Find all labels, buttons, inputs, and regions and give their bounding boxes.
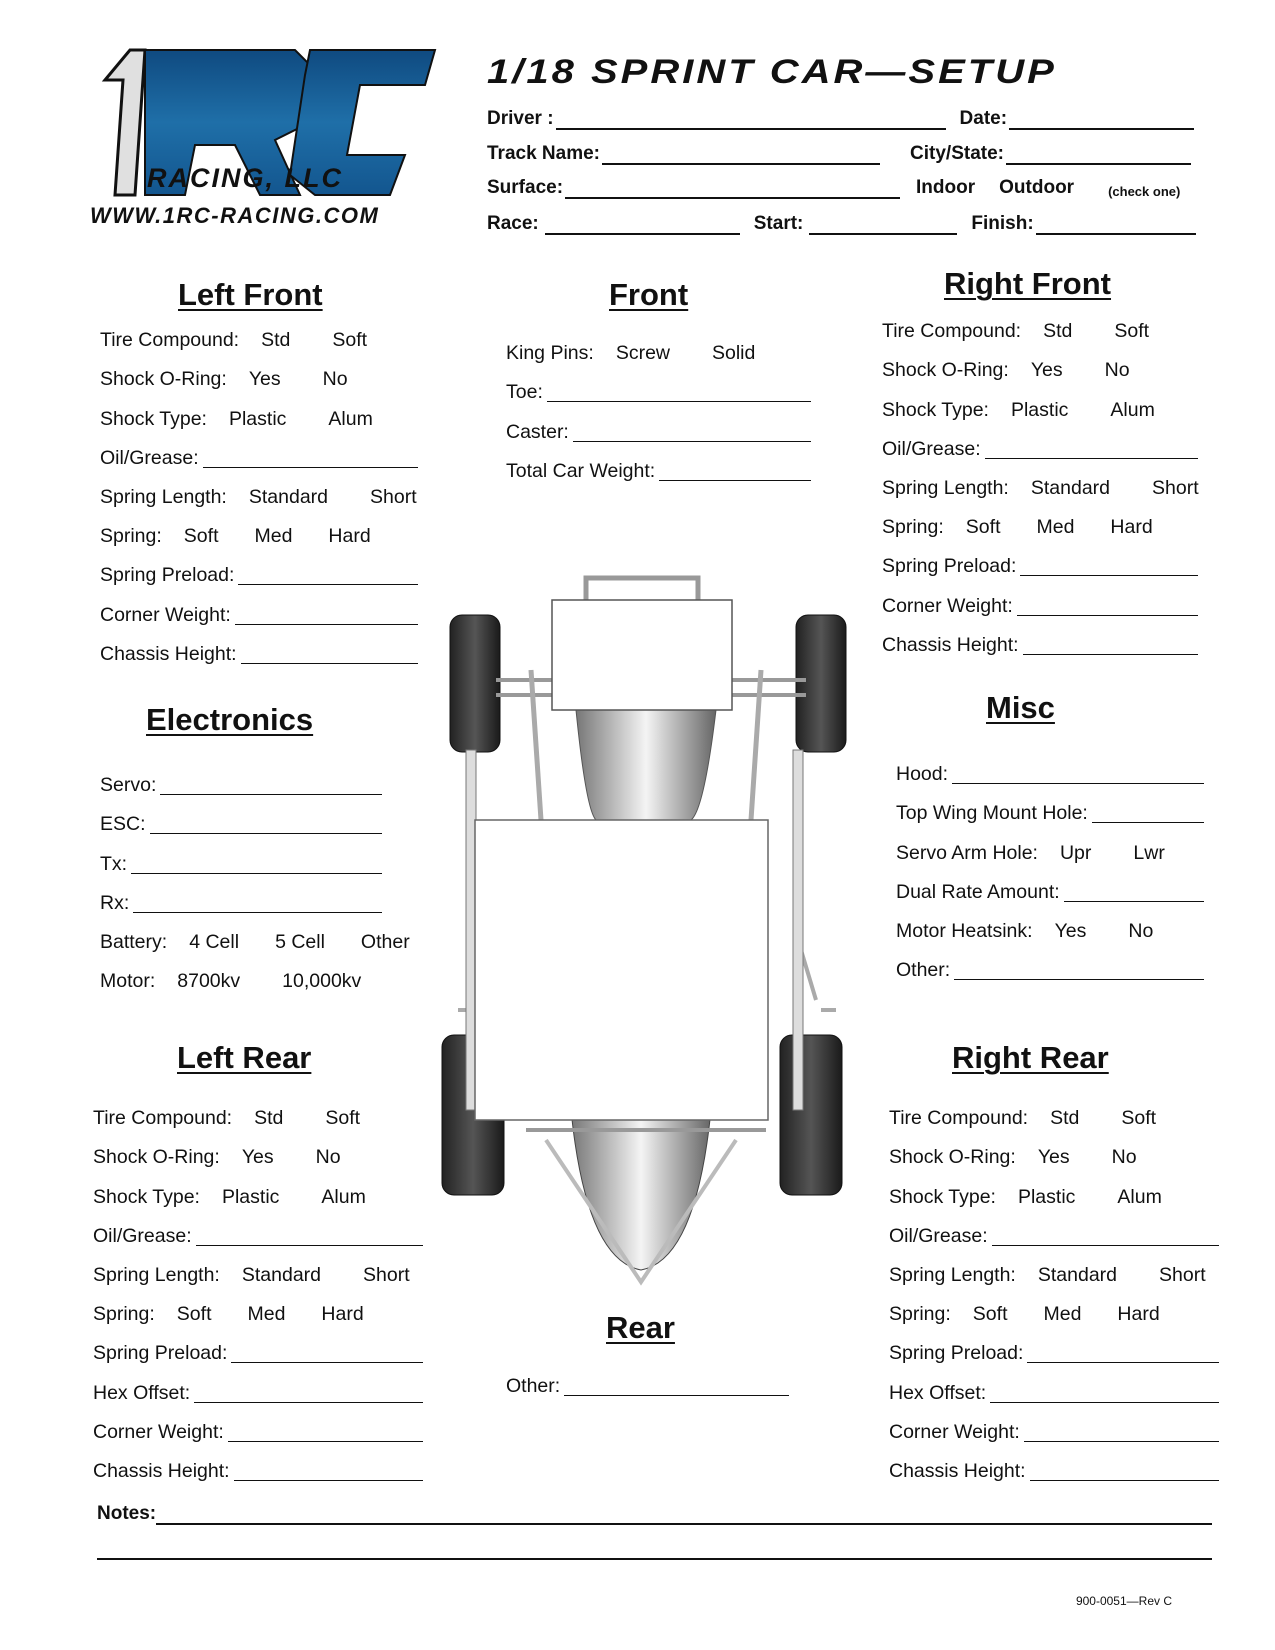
logo-website: WWW.1RC-RACING.COM <box>90 203 380 228</box>
field-label: Spring Preload: <box>882 555 1017 578</box>
field-label: Shock Type: <box>100 407 207 430</box>
left-front-field-row <box>100 587 418 626</box>
field-label: Dual Rate Amount: <box>896 880 1060 903</box>
field-option[interactable]: Standard <box>248 485 329 508</box>
document-revision: 900-0051—Rev C <box>1075 1594 1172 1608</box>
field-label: Chassis Height: <box>889 1459 1026 1482</box>
field-option[interactable]: Standard <box>1030 476 1111 499</box>
field-option[interactable]: Short <box>363 1263 410 1286</box>
left-front-fields <box>100 313 418 666</box>
field-option[interactable]: No <box>1104 359 1130 382</box>
left-front-field-row <box>100 548 418 587</box>
field-label: Other: <box>896 959 951 982</box>
field-label: Spring Preload: <box>100 564 235 587</box>
field-option[interactable]: Solid <box>712 342 756 365</box>
right-front-fields <box>882 304 1198 657</box>
driver-field[interactable] <box>556 112 946 130</box>
field-option[interactable]: Hard <box>1110 516 1153 539</box>
field-label: Hex Offset: <box>889 1381 987 1404</box>
front-right-tire <box>796 615 846 752</box>
field-option[interactable]: Screw <box>615 342 670 365</box>
field-option[interactable]: Std <box>254 1107 284 1130</box>
left-rear-field-row <box>93 1209 423 1248</box>
check-one-note: (check one) <box>1108 184 1181 199</box>
right-front-field-row <box>882 618 1198 657</box>
field-label: Spring Length: <box>882 476 1009 499</box>
field-label: Spring Length: <box>889 1263 1016 1286</box>
surface-label: Surface: <box>487 177 564 198</box>
field-label: Total Car Weight: <box>506 459 656 482</box>
sprint-car-diagram <box>436 570 876 1305</box>
field-label: Corner Weight: <box>882 594 1013 617</box>
field-input-line[interactable] <box>1023 635 1198 655</box>
field-option[interactable]: Alum <box>1117 1185 1162 1208</box>
field-option[interactable]: Yes <box>1054 919 1087 942</box>
field-option[interactable]: 8700kv <box>177 970 241 993</box>
left-rear-fields <box>93 1091 423 1483</box>
left-rear-field-row <box>93 1130 423 1169</box>
field-label: Spring Length: <box>100 485 227 508</box>
left-front-field-row <box>100 627 418 666</box>
field-input-line[interactable] <box>564 1376 789 1396</box>
electronics-field-row <box>100 797 382 836</box>
city-state-field[interactable] <box>1006 147 1191 165</box>
right-front-field-row <box>882 461 1198 500</box>
front-field-row <box>506 326 811 365</box>
field-label: Oil/Grease: <box>93 1224 192 1247</box>
field-label: Corner Weight: <box>100 603 231 626</box>
field-option[interactable]: Upr <box>1059 841 1092 864</box>
right-front-field-row <box>882 578 1198 617</box>
field-input-line[interactable] <box>241 644 418 664</box>
field-option[interactable]: Alum <box>321 1185 366 1208</box>
field-input-line[interactable] <box>235 605 418 625</box>
field-option[interactable]: Yes <box>241 1146 274 1169</box>
field-label: Servo: <box>100 774 157 797</box>
field-label: ESC: <box>100 813 146 836</box>
surface-option-outdoor[interactable]: Outdoor <box>999 177 1075 198</box>
field-label: Motor: <box>100 970 156 993</box>
field-label: Chassis Height: <box>882 633 1019 656</box>
company-logo <box>85 45 465 250</box>
right-rear-field-row <box>889 1405 1219 1444</box>
left-front-field-row <box>100 509 418 548</box>
field-label: Other: <box>506 1375 561 1398</box>
misc-field-row <box>896 943 1204 982</box>
field-input-line[interactable] <box>952 764 1204 784</box>
field-input-line[interactable] <box>150 814 382 834</box>
rear-fields <box>506 1359 789 1398</box>
field-option[interactable]: Soft <box>965 516 1001 539</box>
header-row-surface <box>487 177 1212 199</box>
misc-field-row <box>896 825 1204 864</box>
header-row-race <box>487 213 1212 235</box>
field-input-line[interactable] <box>231 1343 423 1363</box>
field-label: Oil/Grease: <box>882 437 981 460</box>
field-option[interactable]: No <box>1111 1146 1137 1169</box>
field-label: Shock O-Ring: <box>93 1146 220 1169</box>
field-label: Spring: <box>93 1303 155 1326</box>
left-rear-field-row <box>93 1326 423 1365</box>
left-front-field-row <box>100 313 418 352</box>
rear-right-tire <box>780 1035 842 1195</box>
electronics-heading: Electronics <box>146 702 314 737</box>
electronics-field-row <box>100 954 382 993</box>
right-front-field-row <box>882 382 1198 421</box>
field-label: Top Wing Mount Hole: <box>896 802 1088 825</box>
field-option[interactable]: Plastic <box>228 407 287 430</box>
field-option[interactable]: Med <box>1043 1303 1082 1326</box>
field-label: Rx: <box>100 891 130 914</box>
field-input-line[interactable] <box>228 1422 423 1442</box>
field-label: Toe: <box>506 381 543 404</box>
field-label: Corner Weight: <box>889 1420 1020 1443</box>
field-input-line[interactable] <box>234 1461 423 1481</box>
field-option[interactable]: 4 Cell <box>189 930 240 953</box>
front-fields <box>506 326 811 483</box>
field-input-line[interactable] <box>985 439 1198 459</box>
field-input-line[interactable] <box>1030 1461 1219 1481</box>
left-front-field-row <box>100 391 418 430</box>
field-input-line[interactable] <box>547 382 811 402</box>
field-option[interactable]: Yes <box>1037 1146 1070 1169</box>
field-label: Spring: <box>100 525 162 548</box>
field-label: Motor Heatsink: <box>896 919 1033 942</box>
date-label: Date: <box>959 108 1008 129</box>
field-option[interactable]: Soft <box>325 1107 361 1130</box>
field-label: Shock O-Ring: <box>100 368 227 391</box>
date-field[interactable] <box>1009 112 1194 130</box>
field-option[interactable]: Soft <box>1114 320 1150 343</box>
field-input-line[interactable] <box>238 565 418 585</box>
field-option[interactable]: Alum <box>328 407 373 430</box>
field-label: Tire Compound: <box>889 1107 1029 1130</box>
field-option[interactable]: No <box>322 368 348 391</box>
left-rear-field-row <box>93 1365 423 1404</box>
finish-label: Finish: <box>971 213 1034 234</box>
field-input-line[interactable] <box>1092 803 1204 823</box>
field-input-line[interactable] <box>194 1383 423 1403</box>
notes-field-line-1[interactable] <box>156 1507 1212 1525</box>
misc-field-row <box>896 904 1204 943</box>
header-row-track <box>487 143 1212 165</box>
field-option[interactable]: Short <box>1159 1263 1206 1286</box>
field-label: Shock Type: <box>93 1185 200 1208</box>
right-rear-fields <box>889 1091 1219 1483</box>
field-input-line[interactable] <box>573 422 811 442</box>
field-input-line[interactable] <box>203 448 418 468</box>
left-front-field-row <box>100 431 418 470</box>
rear-field-row <box>506 1359 789 1398</box>
field-label: Shock Type: <box>889 1185 996 1208</box>
field-input-line[interactable] <box>1017 596 1198 616</box>
field-option[interactable]: Std <box>1050 1107 1080 1130</box>
surface-option-indoor[interactable]: Indoor <box>916 177 976 198</box>
field-input-line[interactable] <box>1020 556 1198 576</box>
field-label: Caster: <box>506 420 569 443</box>
field-option[interactable]: Lwr <box>1133 841 1165 864</box>
left-front-heading: Left Front <box>178 277 323 312</box>
left-rear-field-row <box>93 1444 423 1483</box>
field-option[interactable]: Alum <box>1110 398 1155 421</box>
misc-field-row <box>896 865 1204 904</box>
misc-heading: Misc <box>986 690 1055 725</box>
race-field[interactable] <box>545 217 740 235</box>
start-label: Start: <box>753 213 804 234</box>
right-rear-field-row <box>889 1444 1219 1483</box>
field-label: Spring Preload: <box>889 1342 1024 1365</box>
left-rear-field-row <box>93 1169 423 1208</box>
race-label: Race: <box>487 213 539 234</box>
electronics-field-row <box>100 876 382 915</box>
field-label: Battery: <box>100 930 168 953</box>
field-input-line[interactable] <box>196 1226 423 1246</box>
field-label: Spring: <box>882 516 944 539</box>
field-option[interactable]: Short <box>1152 476 1199 499</box>
electronics-field-row <box>100 915 410 954</box>
left-rear-field-row <box>93 1248 423 1287</box>
front-field-row <box>506 404 811 443</box>
track-name-field[interactable] <box>602 147 880 165</box>
field-label: Oil/Grease: <box>100 446 199 469</box>
left-front-field-row <box>100 470 418 509</box>
field-label: Spring Preload: <box>93 1342 228 1365</box>
field-option[interactable]: Med <box>247 1303 286 1326</box>
city-state-label: City/State: <box>910 143 1004 164</box>
field-option[interactable]: Soft <box>332 329 368 352</box>
field-option[interactable]: Yes <box>248 368 281 391</box>
field-option[interactable]: Med <box>254 525 293 548</box>
field-option[interactable]: Yes <box>1030 359 1063 382</box>
right-rear-field-row <box>889 1130 1219 1169</box>
field-label: Chassis Height: <box>93 1459 230 1482</box>
front-field-row <box>506 444 811 483</box>
field-option[interactable]: No <box>1128 919 1154 942</box>
front-axle-cover <box>552 600 732 710</box>
field-input-line[interactable] <box>990 1383 1219 1403</box>
field-label: Hood: <box>896 763 949 786</box>
field-input-line[interactable] <box>659 461 811 481</box>
right-rear-field-row <box>889 1209 1219 1248</box>
field-option[interactable]: Standard <box>241 1263 322 1286</box>
field-option[interactable]: Other <box>360 930 410 953</box>
left-rear-field-row <box>93 1287 423 1326</box>
misc-fields <box>896 747 1204 982</box>
field-option[interactable]: Standard <box>1037 1263 1118 1286</box>
field-label: Tire Compound: <box>93 1107 233 1130</box>
field-option[interactable]: Short <box>370 485 417 508</box>
field-option[interactable]: Plastic <box>221 1185 280 1208</box>
right-rear-field-row <box>889 1365 1219 1404</box>
right-rear-field-row <box>889 1169 1219 1208</box>
front-heading: Front <box>609 277 689 312</box>
notes-label: Notes: <box>97 1503 157 1524</box>
right-front-field-row <box>882 304 1198 343</box>
front-field-row <box>506 365 811 404</box>
start-field[interactable] <box>809 217 957 235</box>
field-input-line[interactable] <box>954 960 1204 980</box>
right-front-heading: Right Front <box>944 266 1112 301</box>
track-name-label: Track Name: <box>487 143 601 164</box>
field-option[interactable]: Soft <box>1121 1107 1157 1130</box>
field-label: Hex Offset: <box>93 1381 191 1404</box>
field-option[interactable]: 5 Cell <box>275 930 325 953</box>
field-input-line[interactable] <box>1024 1422 1219 1442</box>
field-option[interactable]: No <box>315 1146 341 1169</box>
field-label: Shock O-Ring: <box>882 359 1009 382</box>
right-front-field-row <box>882 500 1198 539</box>
logo-company-name: RACING, LLC <box>147 163 343 193</box>
field-option[interactable]: Plastic <box>1010 398 1069 421</box>
rear-heading: Rear <box>606 1310 675 1345</box>
surface-field[interactable] <box>565 181 900 199</box>
right-rear-field-row <box>889 1248 1219 1287</box>
finish-field[interactable] <box>1036 217 1196 235</box>
electronics-field-row <box>100 836 382 875</box>
page-title: 1/18 SPRINT CAR—SETUP <box>487 53 1057 91</box>
right-rear-field-row <box>889 1091 1219 1130</box>
field-input-line[interactable] <box>992 1226 1219 1246</box>
field-label: Chassis Height: <box>100 642 237 665</box>
field-label: Spring: <box>889 1303 951 1326</box>
right-front-field-row <box>882 539 1198 578</box>
field-option[interactable]: Hard <box>328 525 371 548</box>
right-front-field-row <box>882 343 1198 382</box>
field-option[interactable]: Hard <box>321 1303 364 1326</box>
right-front-field-row <box>882 422 1198 461</box>
field-label: Tx: <box>100 852 128 875</box>
field-label: Tire Compound: <box>100 329 240 352</box>
right-rear-field-row <box>889 1326 1219 1365</box>
electronics-fields <box>100 758 410 993</box>
right-rear-heading: Right Rear <box>952 1040 1109 1075</box>
field-input-line[interactable] <box>1027 1343 1219 1363</box>
front-left-tire <box>450 615 500 752</box>
electronics-field-row <box>100 758 382 797</box>
field-option[interactable]: Hard <box>1117 1303 1160 1326</box>
field-label: Tire Compound: <box>882 320 1022 343</box>
field-label: Corner Weight: <box>93 1420 224 1443</box>
field-input-line[interactable] <box>133 893 382 913</box>
misc-field-row <box>896 786 1204 825</box>
field-option[interactable]: Std <box>261 329 291 352</box>
right-rear-field-row <box>889 1287 1219 1326</box>
field-label: Shock Type: <box>882 398 989 421</box>
driver-label: Driver : <box>487 108 554 129</box>
left-rear-field-row <box>93 1091 423 1130</box>
left-front-field-row <box>100 352 418 391</box>
field-option[interactable]: Soft <box>176 1303 212 1326</box>
field-option[interactable]: Plastic <box>1017 1185 1076 1208</box>
field-input-line[interactable] <box>160 775 382 795</box>
field-option[interactable]: 10,000kv <box>282 970 362 993</box>
field-input-line[interactable] <box>1064 882 1204 902</box>
header-row-driver <box>487 108 1212 130</box>
misc-field-row <box>896 747 1204 786</box>
notes-field-line-2[interactable] <box>97 1558 1212 1560</box>
field-option[interactable]: Soft <box>183 525 219 548</box>
field-option[interactable]: Med <box>1036 516 1075 539</box>
left-rear-heading: Left Rear <box>177 1040 312 1075</box>
field-label: Spring Length: <box>93 1263 220 1286</box>
field-label: Servo Arm Hole: <box>896 841 1038 864</box>
field-option[interactable]: Soft <box>972 1303 1008 1326</box>
field-option[interactable]: Std <box>1043 320 1073 343</box>
field-input-line[interactable] <box>131 854 382 874</box>
field-label: Shock O-Ring: <box>889 1146 1016 1169</box>
left-rear-field-row <box>93 1405 423 1444</box>
field-label: Oil/Grease: <box>889 1224 988 1247</box>
field-label: King Pins: <box>506 342 594 365</box>
notes-row <box>97 1503 1212 1525</box>
